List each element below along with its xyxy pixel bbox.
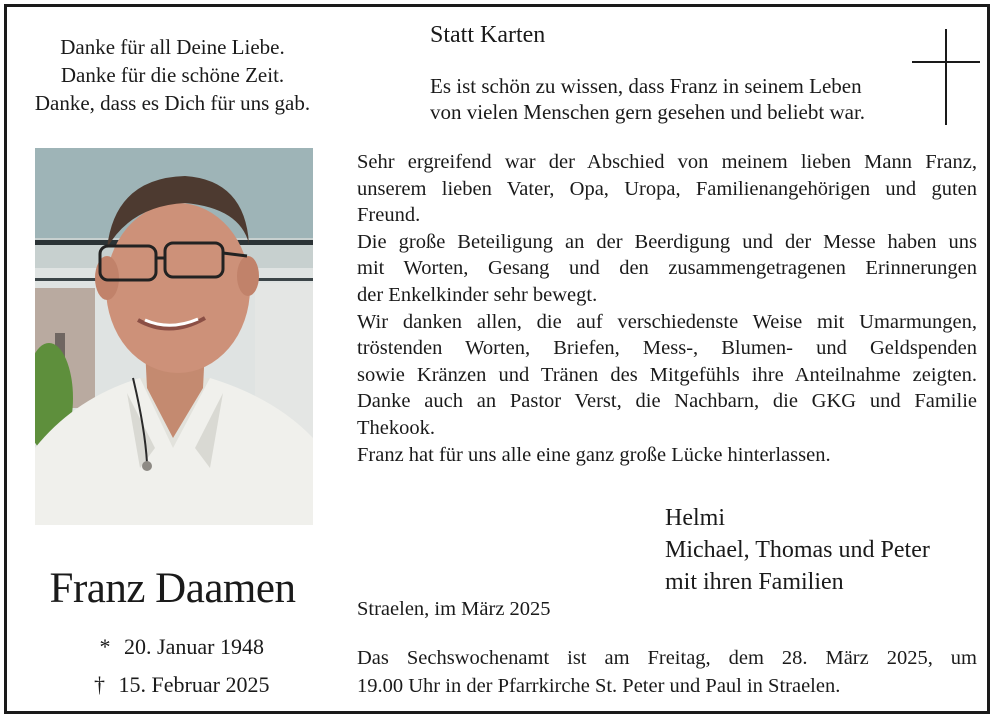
life-dates	[40, 628, 320, 704]
body-line: tröstenden Worten, Briefen, Mess-, Blumen- und Geldspenden	[357, 337, 977, 360]
intro-line: von vielen Menschen gern gesehen und beliebt war.	[430, 100, 866, 124]
intro-text	[430, 73, 930, 125]
death-row	[40, 666, 320, 704]
signers	[665, 502, 930, 598]
thank-you-text	[357, 149, 977, 468]
place-date: Straelen, im März 2025	[357, 598, 551, 620]
motto-line: Danke für die schöne Zeit.	[60, 63, 285, 87]
motto-line: Danke für all Deine Liebe.	[60, 35, 285, 59]
body-line: unserem lieben Vater, Opa, Uropa, Familienangehörigen und guten	[357, 177, 977, 200]
death-symbol: †	[94, 672, 106, 697]
body-line: Freund.	[357, 204, 421, 227]
birth-symbol: *	[99, 634, 111, 659]
deceased-name: Franz Daamen	[49, 565, 296, 612]
motto-line: Danke, dass es Dich für uns gab.	[34, 91, 311, 115]
portrait-illustration	[35, 148, 313, 525]
birth-row	[40, 628, 320, 666]
notice-heading: Statt Karten	[430, 22, 546, 48]
signer-line: Helmi	[665, 505, 725, 531]
service-line: Das Sechswochenamt ist am Freitag, dem 28. März 2025, um	[357, 647, 977, 669]
body-line: Wir danken allen, die auf verschiedenste Weise mit Umarmungen,	[357, 310, 977, 333]
signer-line: mit ihren Familien	[665, 569, 844, 595]
body-line: Thekook.	[357, 416, 435, 439]
service-line: 19.00 Uhr in der Pfarrkirche St. Peter und Paul in Straelen.	[357, 675, 841, 697]
body-line: mit Worten, Gesang und den zusammengetragenen Erinnerungen	[357, 257, 977, 280]
body-line: Danke auch an Pastor Verst, die Nachbarn, die GKG und Familie	[357, 390, 977, 413]
service-info	[357, 644, 977, 700]
death-date: 15. Februar 2025	[118, 672, 270, 697]
intro-line: Es ist schön zu wissen, dass Franz in seinem Leben	[430, 74, 862, 98]
body-line: sowie Kränzen und Tränen des Mitgefühls ihre Anteilnahme zeigten.	[357, 363, 977, 386]
birth-date: 20. Januar 1948	[124, 634, 264, 659]
motto	[10, 33, 335, 117]
body-line: Franz hat für uns alle eine ganz große Lücke hinterlassen.	[357, 443, 831, 466]
body-line: Sehr ergreifend war der Abschied von meinem lieben Mann Franz,	[357, 151, 977, 173]
cross-icon	[912, 29, 980, 125]
body-line: Die große Beteiligung an der Beerdigung und der Messe haben uns	[357, 230, 977, 253]
portrait-photo	[35, 148, 313, 525]
body-line: der Enkelkinder sehr bewegt.	[357, 283, 598, 306]
signer-line: Michael, Thomas und Peter	[665, 537, 930, 563]
